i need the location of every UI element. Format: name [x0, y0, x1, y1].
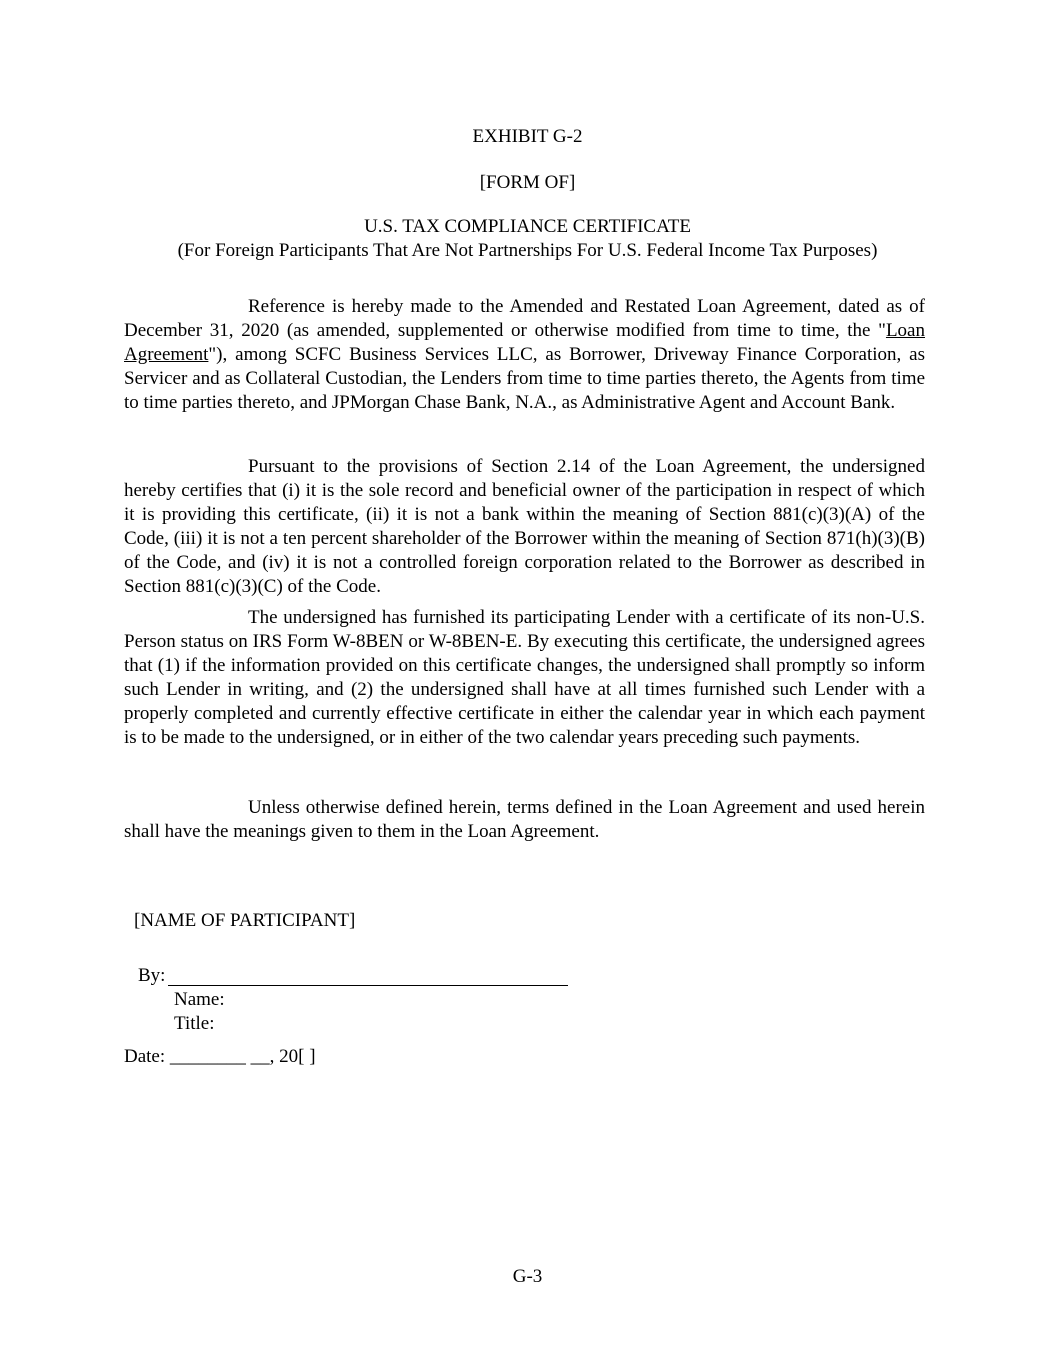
certificate-subtitle: (For Foreign Participants That Are Not Partnerships For U.S. Federal Income Tax Purposes) [177, 240, 878, 261]
paragraph-certification-text: Pursuant to the provisions of Section 2.14 of the Loan Agreement, the undersigned hereby certifies that (i) it is the sole record and beneficial owner of the participation in respect of which it is providing this certificate, (ii) it is not a bank within the meaning of Section 881(c)(3)(A) of the Code, (iii) it is not a ten percent shareholder of the Borrower within the meaning of Section 871(h)(3)(B) of the Code, and (iv) it is not a controlled foreign corporation related to the Borrower as described in Section 881(c)(3)(C) of the Code. [124, 456, 925, 597]
paragraph-undertaking-text: The undersigned has furnished its participating Lender with a certificate of its non-U.S. Person status on IRS Form W-8BEN or W-8BEN-E. By executing this certificate, the undersigned agrees that (1) if the information provided on this certificate changes, the undersigned shall promptly so inform such Lender in writing, and (2) the undersigned shall have at all times furnished such Lender with a properly completed and currently effective certificate in either the calendar year in which each payment is to be made to the undersigned, or in either of the two calendar years preceding such payments. [124, 607, 925, 748]
defined-term-loan-agreement: Loan Agreement [124, 320, 925, 365]
participant-name-placeholder: [NAME OF PARTICIPANT] [134, 910, 356, 931]
paragraph-definitions-text: Unless otherwise defined herein, terms defined in the Loan Agreement and used herein shall have the meanings given to them in the Loan Agreement. [124, 797, 925, 842]
title-label: Title: [174, 1013, 215, 1034]
certificate-title: U.S. TAX COMPLIANCE CERTIFICATE [364, 216, 691, 237]
paragraph-definitions [124, 796, 925, 844]
paragraph-undertaking [124, 606, 925, 750]
date-line: Date: ________ __, 20[ ] [124, 1046, 316, 1067]
signature-line [168, 985, 568, 986]
paragraph-reference [124, 295, 925, 415]
page-number: G-3 [512, 1266, 543, 1287]
exhibit-heading: EXHIBIT G-2 [472, 126, 583, 147]
paragraph-reference-text-1: Reference is hereby made to the Amended and Restated Loan Agreement, dated as of December 31, 2020 (as amended, supplemented or otherwise modified from time to time, the " [124, 296, 925, 341]
paragraph-reference-text-2: "), among SCFC Business Services LLC, as Borrower, Driveway Finance Corporation, as Servicer and as Collateral Custodian, the Lenders from time to time parties thereto, the Agents from time to time parties thereto, and JPMorgan Chase Bank, N.A., as Administrative Agent and Account Bank. [124, 344, 925, 413]
name-label: Name: [174, 989, 225, 1010]
paragraph-certification [124, 455, 925, 599]
form-of-heading: [FORM OF] [479, 172, 576, 193]
by-label: By: [138, 965, 166, 986]
